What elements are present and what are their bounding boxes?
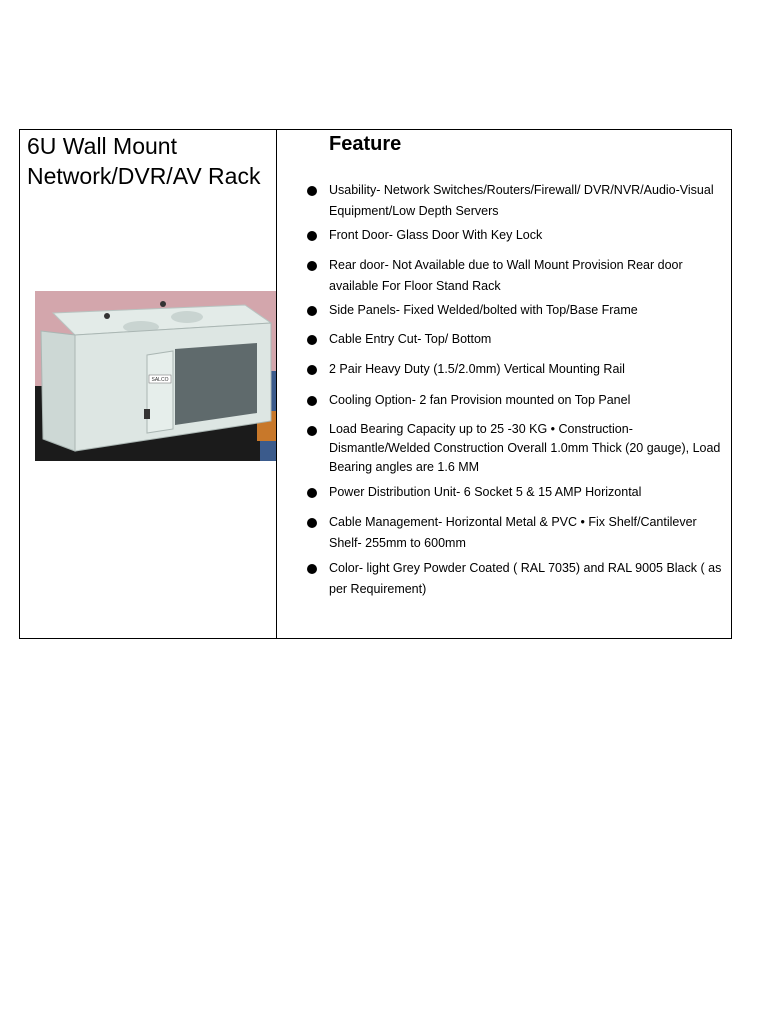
- column-divider: [276, 130, 277, 638]
- list-item: Color- light Grey Powder Coated ( RAL 7035) and RAL 9005 Black ( as per Requirement): [305, 558, 725, 600]
- list-item: Cooling Option- 2 fan Provision mounted on Top Panel: [305, 390, 725, 411]
- bullet-icon: [307, 335, 317, 345]
- bullet-icon: [307, 306, 317, 316]
- rack-cabinet-image: [35, 291, 276, 461]
- list-item: Load Bearing Capacity up to 25 -30 KG • Construction-Dismantle/Welded Construction Overall 1.0mm Thick (20 gauge), Load Bearing angles are 1.6 MM: [305, 420, 725, 477]
- list-item: Side Panels- Fixed Welded/bolted with Top/Base Frame: [305, 300, 725, 321]
- bullet-icon: [307, 396, 317, 406]
- list-item: Cable Entry Cut- Top/ Bottom: [305, 329, 725, 350]
- feature-heading: Feature: [329, 133, 402, 155]
- list-item: Cable Management- Horizontal Metal & PVC • Fix Shelf/Cantilever Shelf- 255mm to 600mm: [305, 512, 725, 554]
- list-item: 2 Pair Heavy Duty (1.5/2.0mm) Vertical Mounting Rail: [305, 359, 725, 380]
- list-item: Usability- Network Switches/Routers/Firewall/ DVR/NVR/Audio-Visual Equipment/Low Depth Servers: [305, 180, 725, 222]
- list-item: Rear door- Not Available due to Wall Mount Provision Rear door available For Floor Stand Rack: [305, 255, 725, 297]
- bullet-icon: [307, 261, 317, 271]
- bullet-icon: [307, 426, 317, 436]
- product-table: [19, 129, 732, 639]
- bullet-icon: [307, 564, 317, 574]
- bullet-icon: [307, 488, 317, 498]
- bullet-icon: [307, 365, 317, 375]
- product-title: 6U Wall Mount Network/DVR/AV Rack: [27, 133, 261, 189]
- list-item: Power Distribution Unit- 6 Socket 5 & 15 AMP Horizontal: [305, 482, 725, 503]
- feature-list: [305, 180, 725, 600]
- bullet-icon: [307, 186, 317, 196]
- bullet-icon: [307, 231, 317, 241]
- svg-text:SALCO: SALCO: [151, 377, 169, 383]
- product-photo: [35, 291, 276, 461]
- list-item: Front Door- Glass Door With Key Lock: [305, 225, 725, 246]
- bullet-icon: [307, 518, 317, 528]
